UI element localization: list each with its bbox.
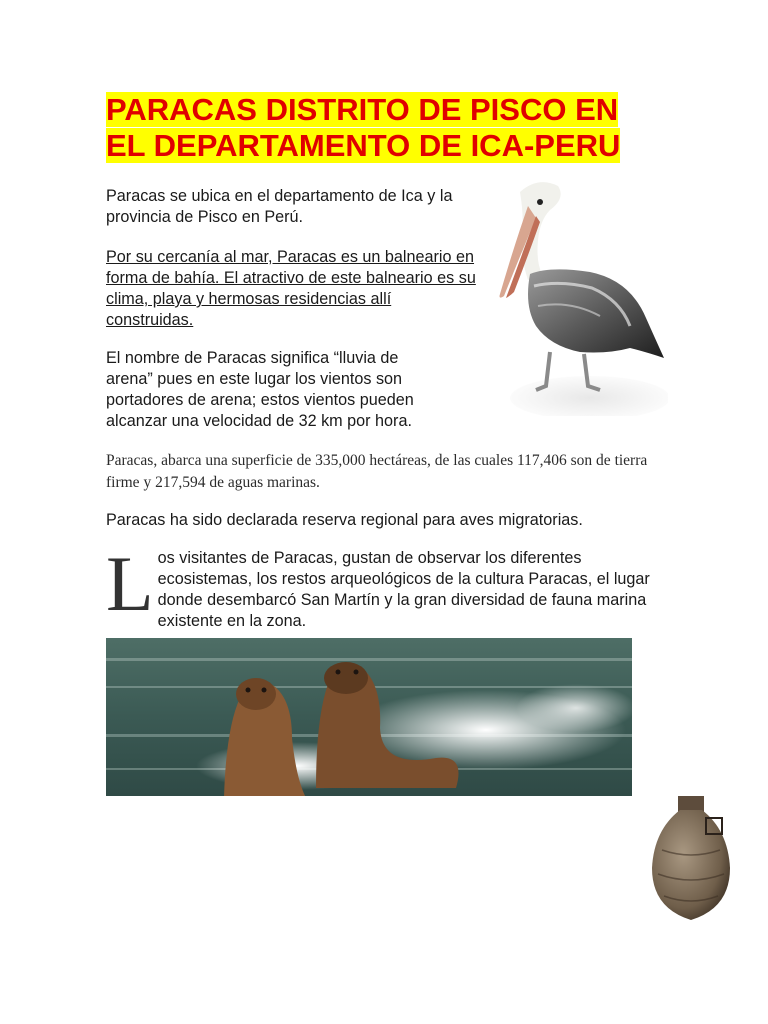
- drop-cap: L: [106, 540, 154, 627]
- paragraph-balneario: Por su cercanía al mar, Paracas es un balneario en forma de bahía. El atractivo de este balneario es su clima, playa y hermosas residencias allí construidas.: [106, 248, 476, 329]
- sea-lions-image: [106, 638, 632, 796]
- paragraph-visitors: [106, 540, 654, 632]
- document-title-text: PARACAS DISTRITO DE PISCO EN EL DEPARTAMENTO DE ICA-PERU: [106, 92, 621, 163]
- paragraph-name-meaning: El nombre de Paracas significa “lluvia de arena” pues en este lugar los vientos son portadores de arena; estos vientos pueden alcanzar una velocidad de 32 km por hora.: [106, 349, 414, 430]
- paracas-pottery-image: [648, 790, 734, 924]
- document-title: [106, 92, 666, 164]
- paragraph-surface: Paracas, abarca una superficie de 335,000 hectáreas, de las cuales 117,406 son de tierra firme y 217,594 de aguas marinas.: [106, 452, 648, 491]
- paragraph-reserve: Paracas ha sido declarada reserva regional para aves migratorias.: [106, 511, 583, 529]
- pelican-image: [480, 176, 668, 416]
- paragraph-location: Paracas se ubica en el departamento de Ica y la provincia de Pisco en Perú.: [106, 187, 453, 226]
- paragraph-visitors-text: os visitantes de Paracas, gustan de observar los diferentes ecosistemas, los restos arqueológicos de la cultura Paracas, el lugar donde desembarcó San Martín y la gran diversidad de fauna marina existente en la zona.: [157, 549, 650, 630]
